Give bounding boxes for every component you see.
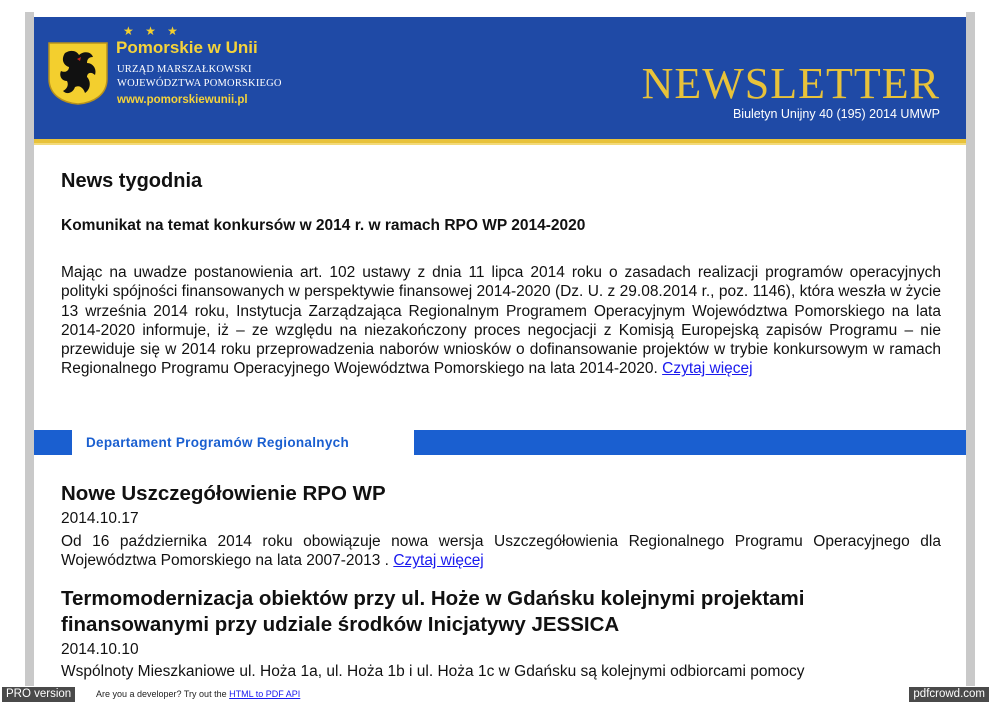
read-more-link[interactable]: Czytaj więcej xyxy=(393,552,484,570)
html-to-pdf-link[interactable]: HTML to PDF API xyxy=(229,689,301,699)
article-text: Od 16 października 2014 roku obowiązuje nowa wersja Uszczegółowienia Regionalnego Programu Operacyjnego dla Województwa Pomorskiego na lata 2007-2013 . xyxy=(61,533,941,570)
brand-office-line2: WOJEWÓDZTWA POMORSKIEGO xyxy=(117,78,282,89)
right-border xyxy=(966,12,975,686)
article-title: Nowe Uszczegółowienie RPO WP xyxy=(61,482,386,505)
griffin-crest-icon xyxy=(47,41,109,105)
komunikat-body xyxy=(61,263,941,379)
read-more-link[interactable]: Czytaj więcej xyxy=(662,360,753,378)
pdfcrowd-badge[interactable]: pdfcrowd.com xyxy=(909,687,989,702)
komunikat-title: Komunikat na temat konkursów w 2014 r. w ramach RPO WP 2014-2020 xyxy=(61,217,586,234)
eu-stars-icon: ★ ★ ★ xyxy=(123,24,182,38)
developer-promo xyxy=(96,689,300,699)
section-title: News tygodnia xyxy=(61,170,203,192)
brand-office-line1: URZĄD MARSZAŁKOWSKI xyxy=(117,64,252,75)
newsletter-title: NEWSLETTER xyxy=(641,59,940,108)
article-body xyxy=(61,532,941,571)
article-date: 2014.10.17 xyxy=(61,510,139,527)
article-title: Termomodernizacja obiektów przy ul. Hoże w Gdańsku kolejnymi projektami finansowanymi przy udziale środków Inicjatywy JESSICA xyxy=(61,587,805,636)
department-label: Departament Programów Regionalnych xyxy=(72,430,414,455)
brand-title: Pomorskie w Unii xyxy=(116,38,258,57)
pro-version-badge: PRO version xyxy=(2,687,75,702)
newsletter-subtitle: Biuletyn Unijny 40 (195) 2014 UMWP xyxy=(732,107,940,121)
komunikat-text: Mając na uwadze postanowienia art. 102 ustawy z dnia 11 lipca 2014 roku o zasadach realizacji programów operacyjnych polityki spójności finansowanych w perspektywie finansowej 2014-2020 (Dz. U. z 29.08.2014 r., poz. 1146), która weszła w życie 13 września 2014 roku, Instytucja Zarządzająca Regionalnym Programem Operacyjnym Województwa Pomorskiego na lata 2014-2020 informuje, iż – ze względu na niezakończony proces negocjacji z Komisją Europejską zapisów Programu – nie przewiduje się w 2014 roku przeprowadzenia naborów wniosków o dofinansowanie projektów w trybie konkursowym w ramach Regionalnego Programu Operacyjnego Województwa Pomorskiego na lata 2014-2020. xyxy=(61,264,941,378)
left-border xyxy=(25,12,34,686)
article-body: Wspólnoty Mieszkaniowe ul. Hoża 1a, ul. Hoża 1b i ul. Hoża 1c w Gdańsku są kolejnymi odbiorcami pomocy xyxy=(61,663,805,680)
pdf-footer xyxy=(0,686,992,704)
header-gold-divider-light xyxy=(34,143,966,145)
article-date: 2014.10.10 xyxy=(61,641,139,658)
brand-url: www.pomorskiewunii.pl xyxy=(117,94,248,106)
developer-promo-text: Are you a developer? Try out the xyxy=(96,689,227,699)
